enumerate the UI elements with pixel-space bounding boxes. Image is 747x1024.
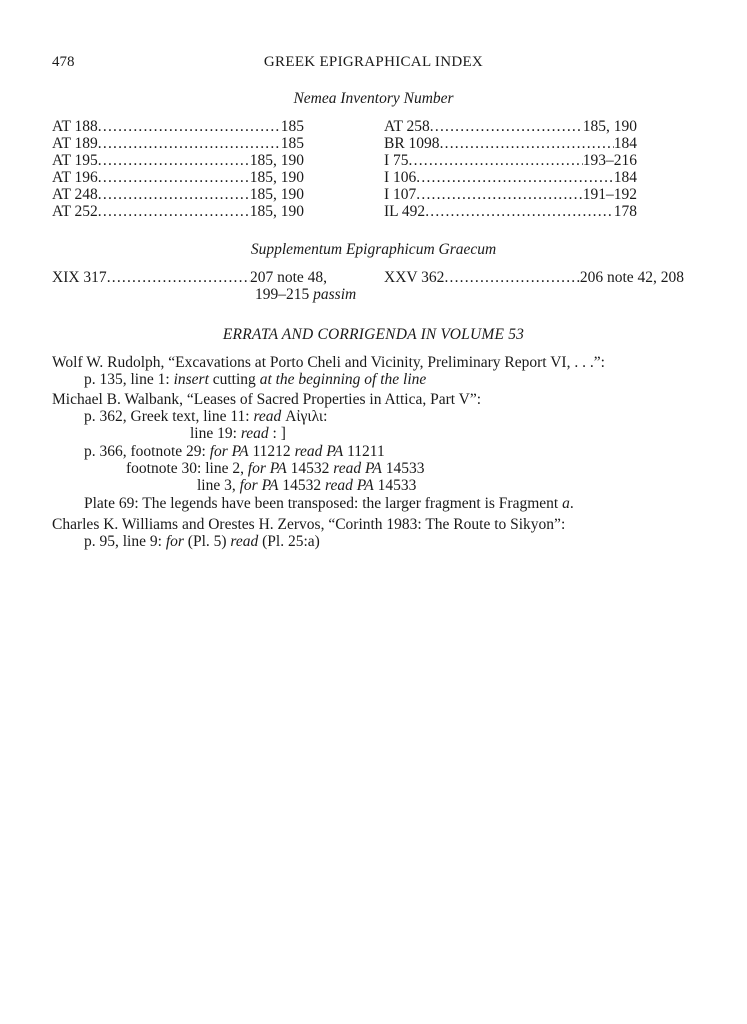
text-run: p. 95, line 9: xyxy=(84,533,166,550)
text-run: p. 362, Greek text, line 11: xyxy=(84,408,254,425)
entry-pages: 185, 190 xyxy=(249,186,304,203)
text-run-italic: read PA xyxy=(333,460,382,477)
entry-label: AT 196 xyxy=(52,169,98,186)
errata-correction-line xyxy=(126,460,425,477)
leader-dots xyxy=(416,186,582,203)
entry-label: I 106 xyxy=(384,169,417,186)
entry-pages-continued xyxy=(255,286,356,303)
leader-dots xyxy=(440,135,614,152)
text-run: p. 135, line 1: xyxy=(84,371,174,388)
section-title-nemea: Nemea Inventory Number xyxy=(293,90,454,107)
index-entry xyxy=(52,169,304,186)
entry-label: AT 188 xyxy=(52,118,98,135)
index-entry xyxy=(384,169,637,186)
leader-dots xyxy=(416,169,613,186)
text-run-italic: for PA xyxy=(247,460,287,477)
errata-correction-line xyxy=(84,408,327,425)
leader-dots xyxy=(98,203,250,220)
text-run: footnote 30: line 2, xyxy=(126,460,248,477)
index-entry xyxy=(52,269,327,286)
text-run-italic: read PA xyxy=(325,477,374,494)
index-entry xyxy=(52,203,304,220)
text-run: 11211 xyxy=(343,443,385,460)
leader-dots xyxy=(98,186,250,203)
leader-dots xyxy=(409,152,583,169)
text-run: . xyxy=(569,495,574,512)
section-title-errata: ERRATA AND CORRIGENDA IN VOLUME 53 xyxy=(222,326,525,343)
section-title-seg: Supplementum Epigraphicum Graecum xyxy=(250,241,497,258)
index-entry xyxy=(384,118,637,135)
entry-label: AT 195 xyxy=(52,152,98,169)
text-run-italic: read xyxy=(230,533,259,550)
index-entry xyxy=(52,135,304,152)
page-number: 478 xyxy=(52,54,75,70)
leader-dots xyxy=(444,269,579,286)
entry-pages: 185, 190 xyxy=(249,152,304,169)
text-run: (Pl. 25:a) xyxy=(258,533,320,550)
entry-label: AT 248 xyxy=(52,186,98,203)
text-run-italic: read xyxy=(240,425,269,442)
text-run: (Pl. 5) xyxy=(183,533,231,550)
entry-pages: 193–216 xyxy=(582,152,637,169)
text-run: p. 366, footnote 29: xyxy=(84,443,210,460)
text-run-italic: at the beginning of the line xyxy=(259,371,427,388)
entry-label: I 75 xyxy=(384,152,409,169)
text-run: 11212 xyxy=(248,443,295,460)
errata-correction-line xyxy=(190,425,286,442)
entry-pages: 185 xyxy=(280,118,304,135)
entry-pages: 178 xyxy=(613,203,637,220)
entry-label: XIX 317 xyxy=(52,269,107,286)
errata-author-line: Charles K. Williams and Orestes H. Zervos, “Corinth 1983: The Route to Sikyon”: xyxy=(52,516,566,533)
text-run-italic: read xyxy=(253,408,282,425)
index-entry xyxy=(384,203,637,220)
entry-pages: 185 xyxy=(280,135,304,152)
text-run: 14533 xyxy=(381,460,425,477)
leader-dots xyxy=(98,135,281,152)
entry-pages: 207 note 48, xyxy=(249,269,327,286)
text-run: 14532 xyxy=(286,460,334,477)
errata-correction-line xyxy=(84,495,574,512)
text-run-italic: for PA xyxy=(209,443,249,460)
entry-label: AT 258 xyxy=(384,118,430,135)
index-entry xyxy=(52,186,304,203)
entry-pages: 185, 190 xyxy=(582,118,637,135)
seg-right-column xyxy=(384,269,684,286)
text-run: Plate 69: The legends have been transposed: the larger fragment is Fragment xyxy=(84,495,563,512)
leader-dots xyxy=(98,169,250,186)
entry-label: IL 492 xyxy=(384,203,426,220)
nemea-right-column xyxy=(384,118,637,220)
entry-label: I 107 xyxy=(384,186,417,203)
entry-pages: 206 note 42, 208 xyxy=(579,269,684,286)
leader-dots xyxy=(98,152,250,169)
entry-pages: 191–192 xyxy=(582,186,637,203)
entry-pages: 184 xyxy=(613,135,637,152)
leader-dots xyxy=(98,118,281,135)
text-run-italic: for PA xyxy=(239,477,279,494)
leader-dots xyxy=(430,118,583,135)
text-run: Αἰγιλι: xyxy=(281,408,328,425)
text-run-italic: a xyxy=(562,495,570,512)
passim-note: passim xyxy=(313,286,357,303)
entry-label: AT 252 xyxy=(52,203,98,220)
text-run: 14532 xyxy=(278,477,326,494)
errata-author-line: Wolf W. Rudolph, “Excavations at Porto Cheli and Vicinity, Preliminary Report VI, . . .”: xyxy=(52,354,605,371)
text-run: cutting xyxy=(208,371,260,388)
errata-author-line: Michael B. Walbank, “Leases of Sacred Properties in Attica, Part V”: xyxy=(52,391,482,408)
entry-pages: 185, 190 xyxy=(249,169,304,186)
nemea-left-column xyxy=(52,118,304,220)
seg-left-column xyxy=(52,269,327,286)
errata-correction-line xyxy=(197,477,416,494)
text-run-italic: for xyxy=(165,533,184,550)
index-entry xyxy=(384,186,637,203)
entry-label: XXV 362 xyxy=(384,269,445,286)
leader-dots xyxy=(425,203,614,220)
errata-correction-line xyxy=(84,533,320,550)
text-run-italic: insert xyxy=(173,371,209,388)
index-entry xyxy=(384,135,637,152)
index-entry xyxy=(52,118,304,135)
text-run: line 3, xyxy=(197,477,240,494)
text-run-italic: read PA xyxy=(294,443,344,460)
index-entry xyxy=(384,152,637,169)
leader-dots xyxy=(107,269,250,286)
errata-correction-line xyxy=(84,371,426,388)
pages-range: 199–215 xyxy=(255,286,310,303)
index-entry xyxy=(384,269,684,286)
index-entry xyxy=(52,152,304,169)
entry-pages: 185, 190 xyxy=(249,203,304,220)
text-run: 14533 xyxy=(373,477,417,494)
text-run: : ] xyxy=(268,425,286,442)
errata-correction-line xyxy=(84,443,385,460)
entry-label: BR 1098 xyxy=(384,135,440,152)
entry-pages: 184 xyxy=(613,169,637,186)
entry-label: AT 189 xyxy=(52,135,98,152)
running-head: GREEK EPIGRAPHICAL INDEX xyxy=(263,54,484,70)
text-run: line 19: xyxy=(190,425,241,442)
